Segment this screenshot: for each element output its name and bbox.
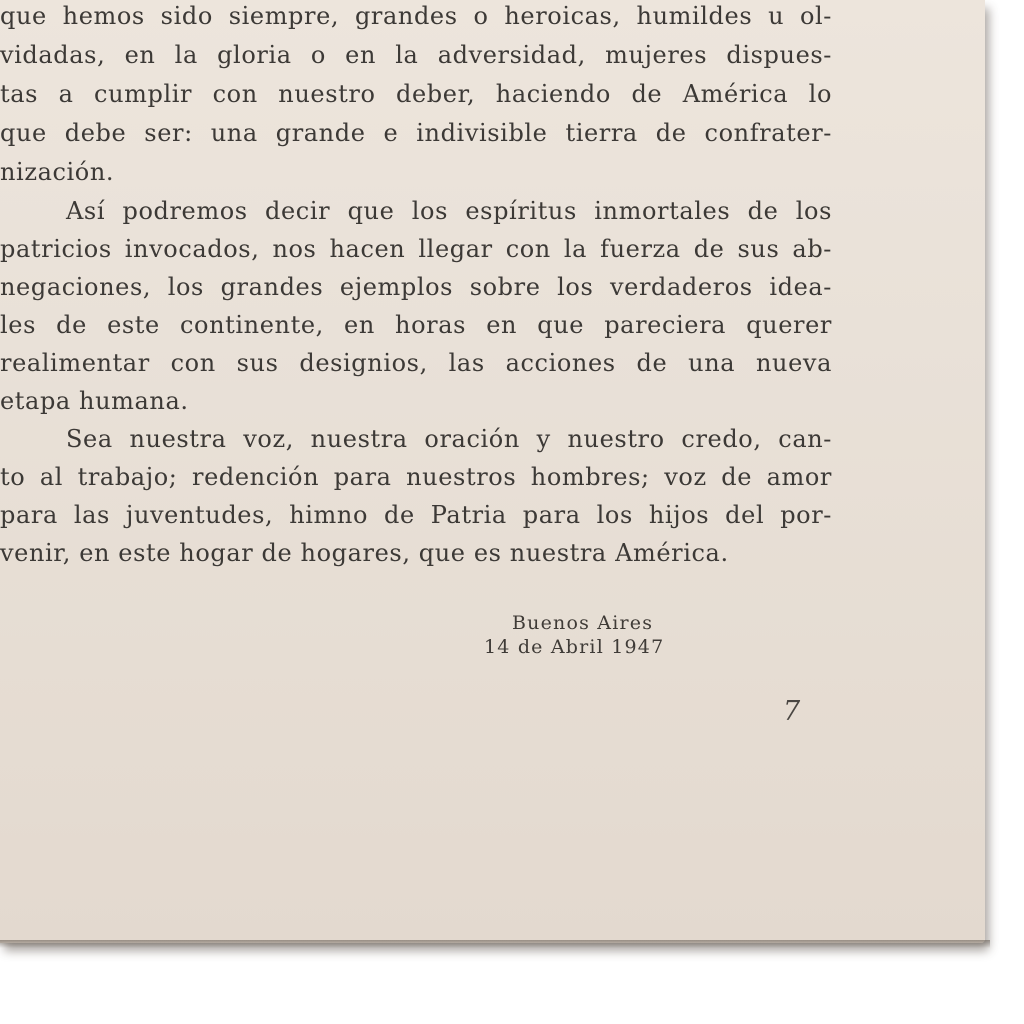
paper-edge-shadow [0,940,990,948]
text-line: etapa humana. [0,387,189,415]
page-number: 7 [783,696,801,727]
text-line: patricios invocados, nos hacen llegar con la fuerza de sus ab- [0,235,832,263]
text-line: para las juventudes, himno de Patria para los hijos del por- [0,501,832,529]
text-line: venir, en este hogar de hogares, que es nuestra América. [0,539,729,567]
text-line: negaciones, los grandes ejemplos sobre los verdaderos idea- [0,273,832,301]
text-line: realimentar con sus designios, las acciones de una nueva [0,349,832,377]
text-line: les de este continente, en horas en que pareciera querer [0,311,832,339]
text-line: Así podremos decir que los espíritus inmortales de los [66,197,832,225]
text-line: vidadas, en la gloria o en la adversidad, mujeres dispues- [0,41,832,69]
text-line: tas a cumplir con nuestro deber, haciendo de América lo [0,80,832,108]
signature-date: 14 de Abril 1947 [484,636,665,658]
text-line: Sea nuestra voz, nuestra oración y nuestro credo, can- [66,425,832,453]
signature-place: Buenos Aires [512,612,654,634]
text-line: nización. [0,158,115,186]
text-line: que hemos sido siempre, grandes o heroicas, humildes u ol- [0,2,832,30]
text-line: to al trabajo; redención para nuestros hombres; voz de amor [0,463,832,491]
text-line: que debe ser: una grande e indivisible tierra de confrater- [0,119,832,147]
